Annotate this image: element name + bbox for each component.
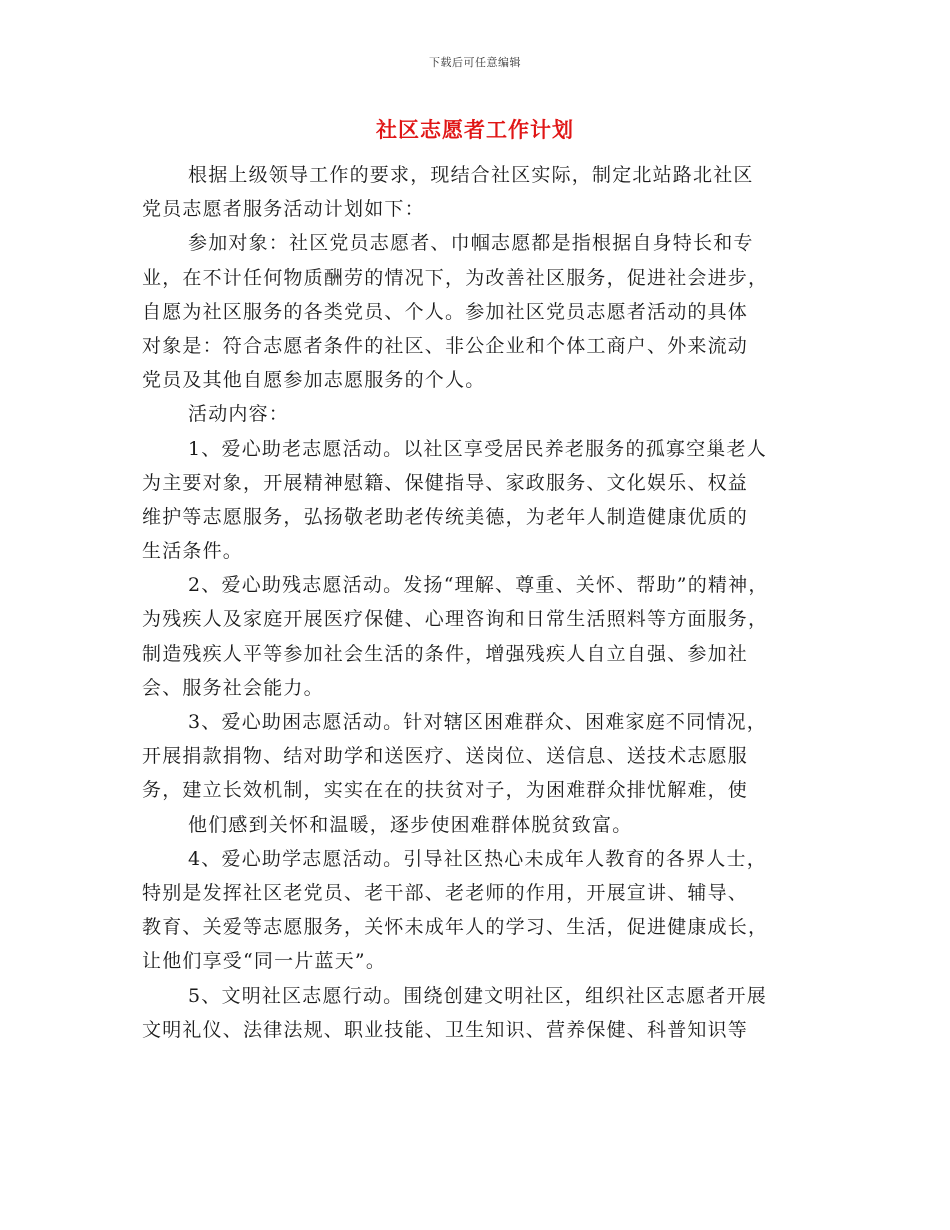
document-title: 社区志愿者工作计划 xyxy=(376,117,574,142)
body-line: 根据上级领导工作的要求，现结合社区实际，制定北站路北社区 xyxy=(188,164,754,186)
body-line: 业，在不计任何物质酬劳的情况下，为改善社区服务，促进社会进步， xyxy=(142,266,769,289)
body-line: 特别是发挥社区老党员、老干部、老老师的作用，开展宣讲、辅导、 xyxy=(142,881,749,904)
body-line: 为主要对象，开展精神慰籍、保健指导、家政服务、文化娱乐、权益 xyxy=(142,471,749,494)
body-line: 自愿为社区服务的各类党员、个人。参加社区党员志愿者活动的具体 xyxy=(142,300,749,323)
body-line: 开展捐款捐物、结对助学和送医疗、送岗位、送信息、送技术志愿服 xyxy=(142,745,749,768)
body-line: 维护等志愿服务，弘扬敬老助老传统美德，为老年人制造健康优质的 xyxy=(142,505,749,528)
document-body xyxy=(142,158,812,1047)
body-line: 让他们享受“同一片蓝天”。 xyxy=(142,950,387,973)
body-line: 会、服务社会能力。 xyxy=(142,676,324,699)
body-line: 3、爱心助困志愿活动。针对辖区困难群众、困难家庭不同情况， xyxy=(188,711,767,733)
body-line: 文明礼仪、法律法规、职业技能、卫生知识、营养保健、科普知识等 xyxy=(142,1018,749,1041)
body-line: 活动内容： xyxy=(188,403,290,426)
body-line: 生活条件。 xyxy=(142,540,244,563)
body-line: 务，建立长效机制，实实在在的扶贫对子，为困难群众排忧解难，使 xyxy=(142,779,749,802)
body-line: 参加对象：社区党员志愿者、巾帼志愿都是指根据自身特长和专 xyxy=(188,232,754,255)
body-line: 党员志愿者服务活动计划如下： xyxy=(142,198,425,221)
body-line: 5、文明社区志愿行动。围绕创建文明社区，组织社区志愿者开展 xyxy=(188,984,767,1007)
body-line: 党员及其他自愿参加志愿服务的个人。 xyxy=(142,369,486,392)
body-line: 制造残疾人平等参加社会生活的条件，增强残疾人自立自强、参加社 xyxy=(142,642,749,665)
header-note: 下载后可任意编辑 xyxy=(429,56,521,69)
body-line: 对象是：符合志愿者条件的社区、非公企业和个体工商户、外来流动 xyxy=(142,334,749,357)
body-line: 1、爱心助老志愿活动。以社区享受居民养老服务的孤寡空巢老人 xyxy=(188,437,767,460)
body-line: 4、爱心助学志愿活动。引导社区热心未成年人教育的各界人士， xyxy=(188,847,767,870)
body-line: 他们感到关怀和温暖，逐步使困难群体脱贫致富。 xyxy=(188,813,633,836)
body-line: 教育、关爱等志愿服务，关怀未成年人的学习、生活，促进健康成长， xyxy=(142,916,769,939)
body-line: 2、爱心助残志愿活动。发扬“理解、尊重、关怀、帮助”的精神， xyxy=(188,574,769,597)
body-line: 为残疾人及家庭开展医疗保健、心理咨询和日常生活照料等方面服务， xyxy=(142,608,769,631)
